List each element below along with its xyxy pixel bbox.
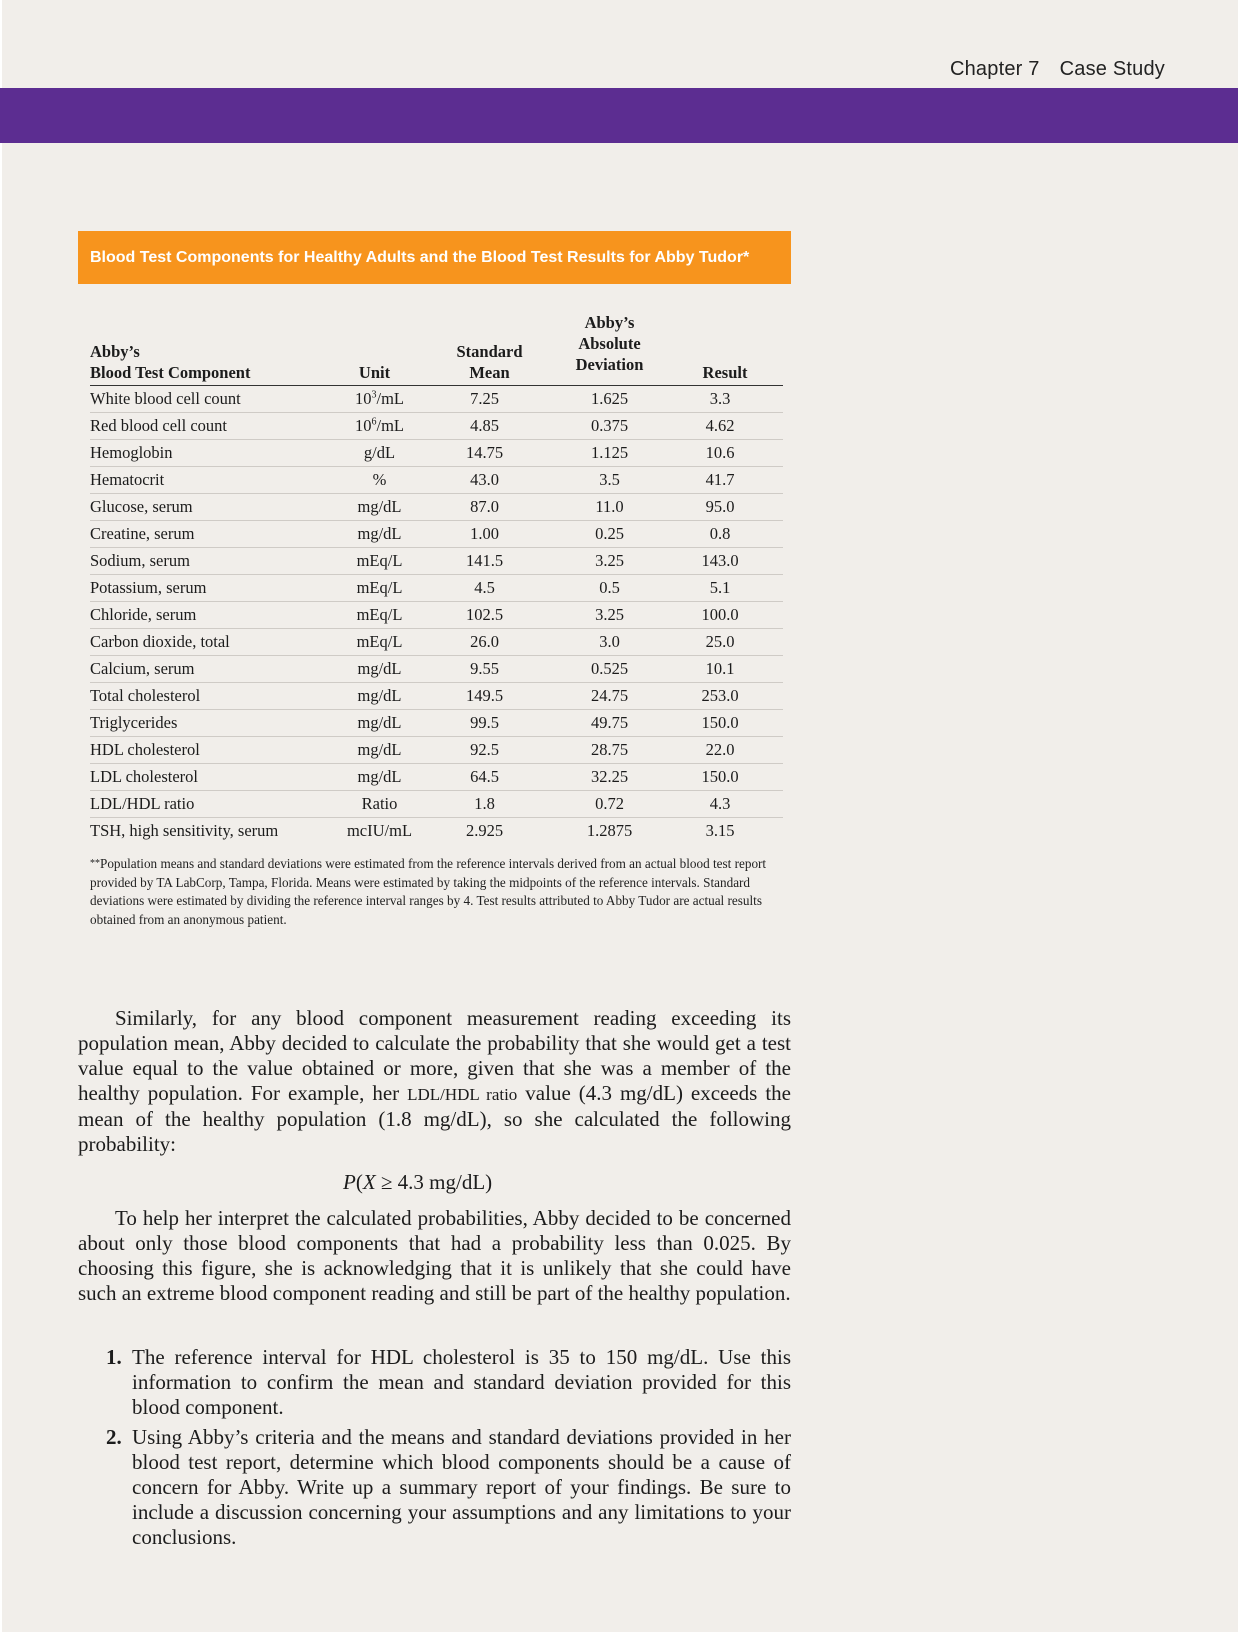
table-row	[90, 548, 783, 575]
cell-deviation: 49.75	[552, 710, 667, 737]
cell-result: 41.7	[667, 467, 783, 494]
cell-mean: 9.55	[427, 656, 552, 683]
footnote-text: Population means and standard deviations were estimated from the reference intervals derived from an actual blood test report provided by TA LabCorp, Tampa, Florida. Means were estimated by taking the midpoints of the reference intervals. Standard deviations were estimated by dividing the reference interval ranges by 4. Test results attributed to Abby Tudor are actual results obtained from an anonymous patient.	[90, 856, 767, 927]
cell-deviation: 3.25	[552, 548, 667, 575]
cell-result: 10.1	[667, 656, 783, 683]
table-row	[90, 791, 783, 818]
cell-deviation: 1.625	[552, 386, 667, 413]
cell-mean: 149.5	[427, 683, 552, 710]
cell-component: Total cholesterol	[90, 683, 322, 710]
ldl-hdl-term: LDL/HDL ratio	[407, 1085, 518, 1104]
col-header-mean: Standard Mean	[427, 312, 552, 386]
cell-component: Carbon dioxide, total	[90, 629, 322, 656]
cell-result: 253.0	[667, 683, 783, 710]
cell-result: 100.0	[667, 602, 783, 629]
cell-unit: mg/dL	[322, 737, 427, 764]
section-label: Case Study	[1059, 58, 1165, 80]
question-number: 2.	[106, 1425, 122, 1449]
cell-unit: mEq/L	[322, 575, 427, 602]
cell-deviation: 32.25	[552, 764, 667, 791]
cell-mean: 26.0	[427, 629, 552, 656]
cell-mean: 64.5	[427, 764, 552, 791]
cell-result: 25.0	[667, 629, 783, 656]
cell-result: 5.1	[667, 575, 783, 602]
cell-unit: mg/dL	[322, 683, 427, 710]
cell-mean: 7.25	[427, 386, 552, 413]
col-header-unit: Unit	[322, 312, 427, 386]
question-text: The reference interval for HDL cholesterol is 35 to 150 mg/dL. Use this information to confirm the mean and standard deviation provided for this blood component.	[132, 1345, 791, 1419]
cell-unit: $10^3/mL$	[322, 386, 427, 413]
table-row	[90, 629, 783, 656]
table-row	[90, 710, 783, 737]
table-row	[90, 467, 783, 494]
cell-deviation: 3.25	[552, 602, 667, 629]
cell-mean: 4.5	[427, 575, 552, 602]
cell-unit: mEq/L	[322, 602, 427, 629]
cell-deviation: 11.0	[552, 494, 667, 521]
question-item	[106, 1345, 791, 1420]
cell-component: LDL/HDL ratio	[90, 791, 322, 818]
cell-deviation: 3.5	[552, 467, 667, 494]
table-row	[90, 737, 783, 764]
paragraph-1: Similarly, for any blood component measurement reading exceeding its population mean, Abby decided to calculate the probability that she would get a test value equal to the value obtained or more, given that she was a member of the healthy population. For example, her LDL/HDL ratio value (4.3 mg/dL) exceeds the mean of the healthy population (1.8 mg/dL), so she calculated the following probability:	[78, 1006, 791, 1156]
cell-component: Calcium, serum	[90, 656, 322, 683]
cell-component: Creatine, serum	[90, 521, 322, 548]
col-header-component: Abby’s Blood Test Component	[90, 312, 322, 386]
col-header-deviation: Abby’s Absolute Deviation	[552, 312, 667, 386]
cell-mean: 14.75	[427, 440, 552, 467]
table-row	[90, 602, 783, 629]
cell-deviation: 0.525	[552, 656, 667, 683]
cell-result: 95.0	[667, 494, 783, 521]
cell-deviation: 0.25	[552, 521, 667, 548]
cell-mean: 92.5	[427, 737, 552, 764]
cell-mean: 43.0	[427, 467, 552, 494]
table-header-row	[90, 312, 783, 386]
question-text: Using Abby’s criteria and the means and standard deviations provided in her blood test report, determine which blood components should be a cause of concern for Abby. Write up a summary report of your findings. Be sure to include a discussion concerning your assumptions and any limitations to your conclusions.	[132, 1425, 791, 1549]
cell-result: 3.3	[667, 386, 783, 413]
question-number: 1.	[106, 1345, 122, 1369]
cell-component: Red blood cell count	[90, 413, 322, 440]
cell-mean: 141.5	[427, 548, 552, 575]
table-row	[90, 764, 783, 791]
cell-component: Potassium, serum	[90, 575, 322, 602]
cell-unit: $10^6/mL$	[322, 413, 427, 440]
cell-component: Hemoglobin	[90, 440, 322, 467]
probability-formula: P(X ≥ 4.3 mg/dL)	[343, 1170, 493, 1194]
cell-deviation: 0.72	[552, 791, 667, 818]
table-body	[90, 386, 783, 845]
cell-unit: mcIU/mL	[346, 821, 413, 840]
header-band	[0, 88, 1238, 143]
cell-mean: 1.8	[427, 791, 552, 818]
table-row	[90, 413, 783, 440]
question-list	[106, 1345, 791, 1555]
table-row	[90, 386, 783, 413]
blood-test-table	[90, 312, 783, 844]
cell-unit: mg/dL	[322, 764, 427, 791]
cell-result: 4.3	[667, 791, 783, 818]
table-row	[90, 494, 783, 521]
col-header-result: Result	[667, 312, 783, 386]
table-row	[90, 656, 783, 683]
chapter-label: Chapter 7	[949, 58, 1040, 80]
cell-component: Triglycerides	[90, 710, 322, 737]
cell-unit: mg/dL	[322, 710, 427, 737]
cell-mean: 2.925	[465, 821, 504, 840]
table-footnote	[90, 855, 790, 929]
table-title: Blood Test Components for Healthy Adults and the Blood Test Results for Abby Tudor*	[78, 231, 791, 284]
cell-mean: 1.00	[427, 521, 552, 548]
cell-result: 22.0	[667, 737, 783, 764]
cell-component: White blood cell count	[90, 386, 322, 413]
running-header	[950, 58, 1165, 81]
cell-unit: mg/dL	[322, 521, 427, 548]
cell-deviation: 1.2875	[586, 821, 633, 840]
cell-unit: mEq/L	[322, 548, 427, 575]
cell-unit: %	[322, 467, 427, 494]
cell-unit: mg/dL	[322, 656, 427, 683]
cell-deviation: 3.0	[552, 629, 667, 656]
cell-result: 3.15	[705, 821, 735, 840]
page-edge	[0, 0, 2, 1632]
cell-result: 143.0	[667, 548, 783, 575]
cell-deviation: 0.375	[552, 413, 667, 440]
cell-deviation: 0.5	[552, 575, 667, 602]
cell-unit: g/dL	[322, 440, 427, 467]
cell-result: 10.6	[667, 440, 783, 467]
table-row	[90, 521, 783, 548]
cell-result: 0.8	[667, 521, 783, 548]
cell-mean: 4.85	[427, 413, 552, 440]
cell-mean: 87.0	[427, 494, 552, 521]
cell-unit: mEq/L	[322, 629, 427, 656]
cell-mean: 99.5	[427, 710, 552, 737]
table-row	[90, 440, 783, 467]
footnote-mark: **	[90, 858, 100, 869]
cell-component: Hematocrit	[90, 467, 322, 494]
cell-component: Sodium, serum	[90, 548, 322, 575]
cell-component: HDL cholesterol	[90, 737, 322, 764]
cell-mean: 102.5	[427, 602, 552, 629]
cell-component: TSH, high sensitivity, serum	[90, 821, 279, 840]
table-row	[90, 818, 783, 845]
question-item	[106, 1425, 791, 1550]
cell-component: LDL cholesterol	[90, 764, 322, 791]
cell-deviation: 28.75	[552, 737, 667, 764]
table-row	[90, 575, 783, 602]
cell-deviation: 1.125	[552, 440, 667, 467]
cell-result: 4.62	[667, 413, 783, 440]
cell-result: 150.0	[667, 710, 783, 737]
cell-deviation: 24.75	[552, 683, 667, 710]
cell-result: 150.0	[667, 764, 783, 791]
cell-unit: Ratio	[322, 791, 427, 818]
cell-unit: mg/dL	[322, 494, 427, 521]
table-row	[90, 683, 783, 710]
cell-component: Chloride, serum	[90, 602, 322, 629]
cell-component: Glucose, serum	[90, 494, 322, 521]
paragraph-2: To help her interpret the calculated probabilities, Abby decided to be concerned about only those blood components that had a probability less than 0.025. By choosing this figure, she is acknowledging that it is unlikely that she could have such an extreme blood component reading and still be part of the healthy population.	[78, 1206, 791, 1305]
